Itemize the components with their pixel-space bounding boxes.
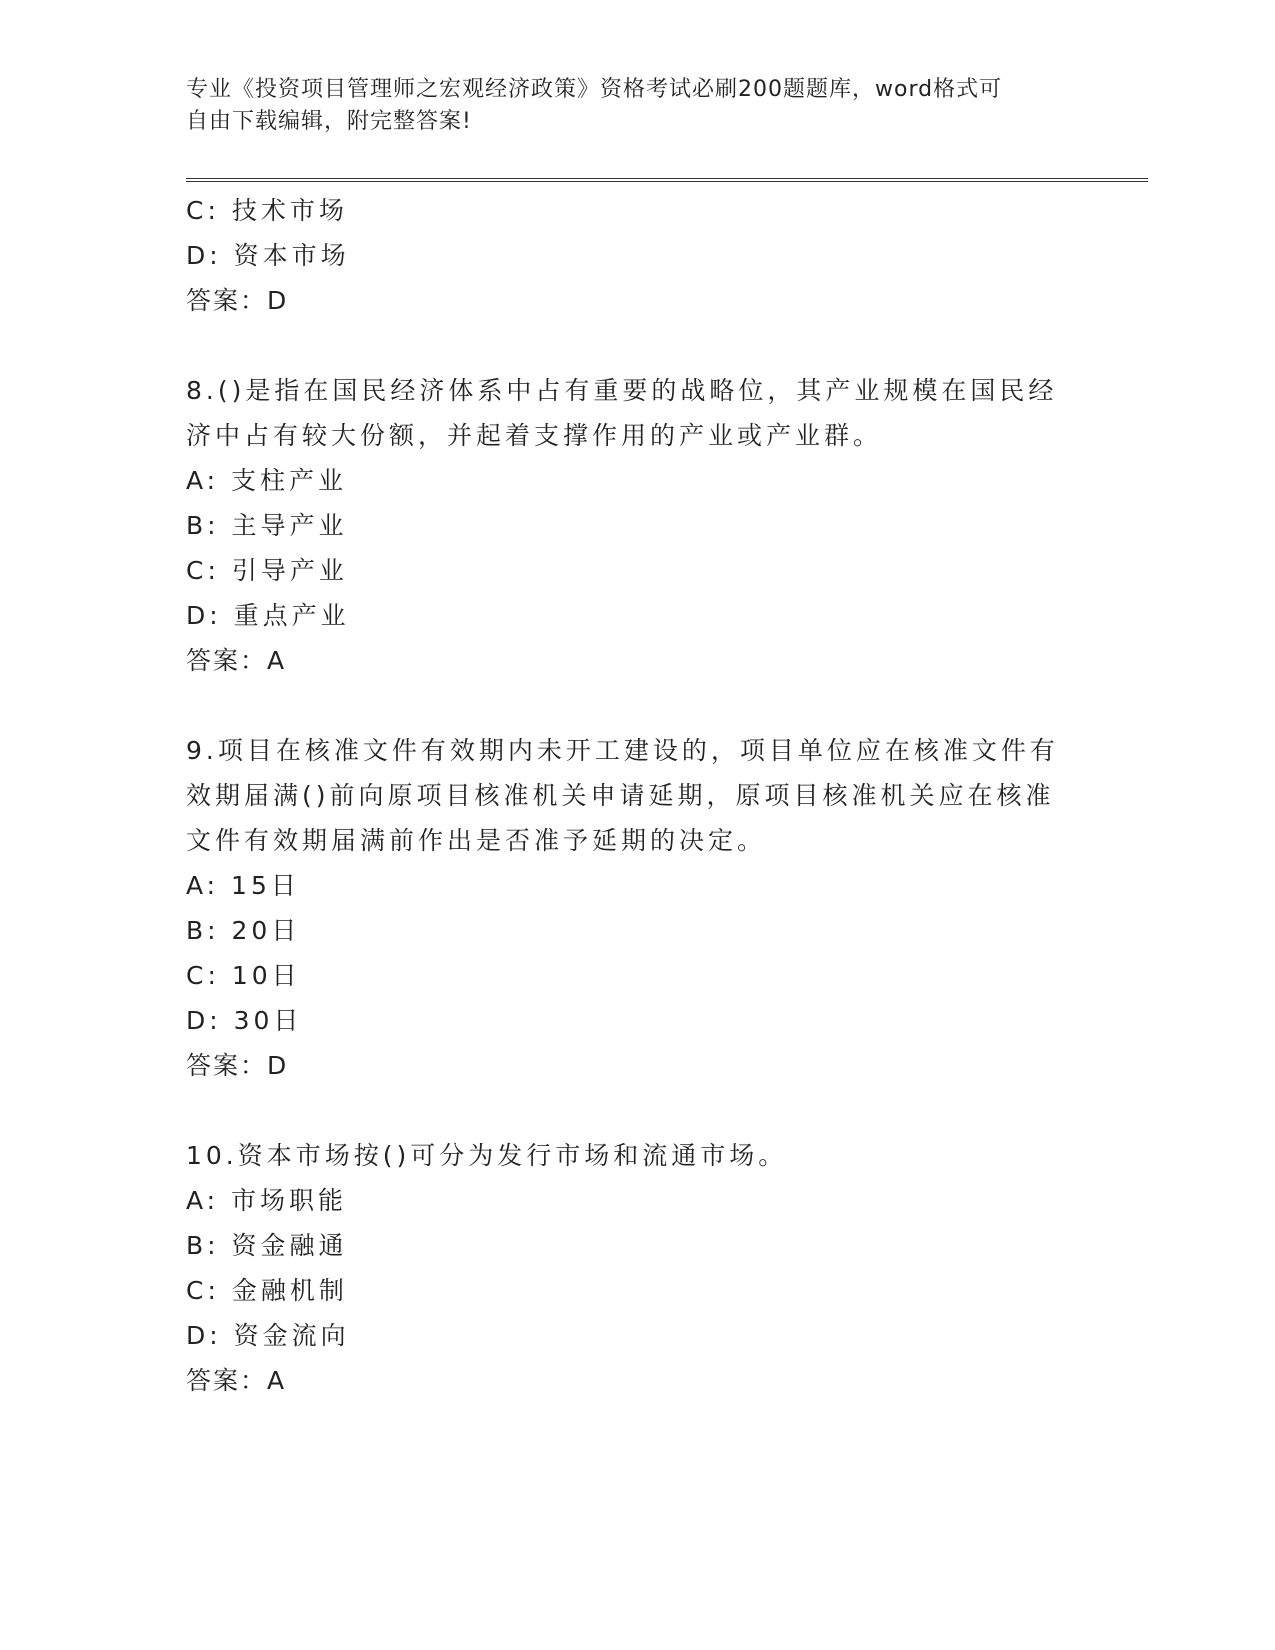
q8-option-a: A: 支柱产业 [186,466,348,495]
q7-option-c: C: 技术市场 [186,196,348,225]
q9-stem-line-1: 9.项目在核准文件有效期内未开工建设的，项目单位应在核准文件有 [186,736,1059,765]
question-8 [186,368,1066,683]
q8-stem-line-1: 8.()是指在国民经济体系中占有重要的战略位，其产业规模在国民经 [186,376,1058,405]
question-content [186,188,1066,1403]
spacer [186,1088,1066,1133]
q9-stem-line-2: 效期届满()前向原项目核准机关申请延期，原项目核准机关应在核准 [186,781,1055,810]
q10-option-a: A: 市场职能 [186,1186,348,1215]
question-7-tail [186,188,1066,323]
question-9 [186,728,1066,1088]
spacer [186,323,1066,368]
page-header [186,74,1066,138]
q9-option-c: C: 10日 [186,961,301,990]
q8-option-c: C: 引导产业 [186,556,348,585]
question-10 [186,1133,1066,1403]
q10-option-d: D: 资金流向 [186,1321,350,1350]
header-divider [186,178,1148,182]
q8-option-d: D: 重点产业 [186,601,350,630]
q10-answer: 答案：A [186,1366,287,1395]
header-title-line-2: 自由下载编辑，附完整答案! [186,109,472,134]
q9-answer: 答案：D [186,1051,289,1080]
q10-stem-line-1: 10.资本市场按()可分为发行市场和流通市场。 [186,1141,788,1170]
q10-option-b: B: 资金融通 [186,1231,348,1260]
q9-option-d: D: 30日 [186,1006,303,1035]
q9-stem-line-3: 文件有效期届满前作出是否准予延期的决定。 [186,826,767,855]
header-title-line-1: 专业《投资项目管理师之宏观经济政策》资格考试必刷200题题库，word格式可 [186,77,1003,102]
q9-option-b: B: 20日 [186,916,301,945]
q10-option-c: C: 金融机制 [186,1276,348,1305]
q8-option-b: B: 主导产业 [186,511,348,540]
q7-option-d: D: 资本市场 [186,241,350,270]
q8-answer: 答案：A [186,646,287,675]
q8-stem-line-2: 济中占有较大份额，并起着支撑作用的产业或产业群。 [186,421,883,450]
q9-option-a: A: 15日 [186,871,300,900]
spacer [186,683,1066,728]
q7-answer: 答案：D [186,286,289,315]
